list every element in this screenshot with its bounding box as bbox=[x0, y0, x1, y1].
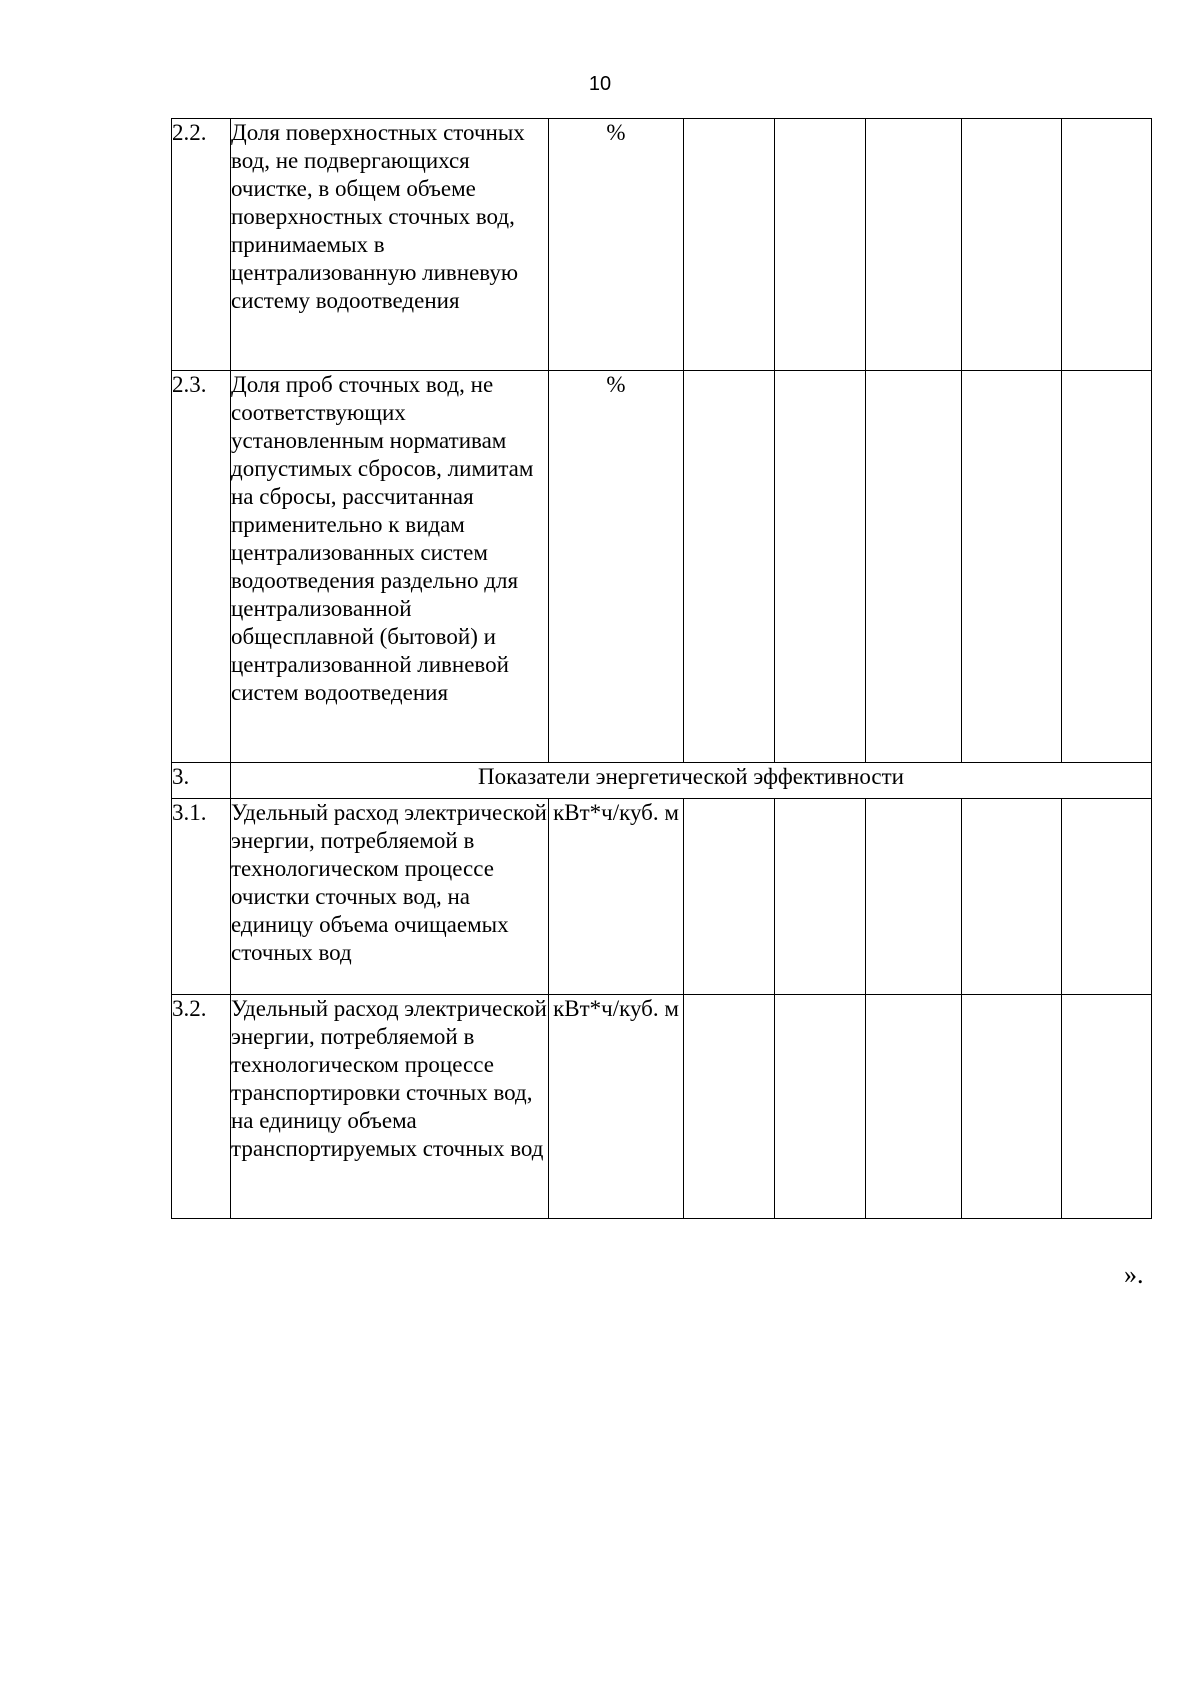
section-number: 3. bbox=[172, 763, 231, 799]
row-number: 2.2. bbox=[172, 119, 231, 371]
value-cell bbox=[1062, 371, 1152, 763]
indicators-table bbox=[171, 118, 1152, 1219]
section-row bbox=[172, 763, 1152, 799]
value-cell bbox=[775, 995, 866, 1219]
value-cell bbox=[1062, 995, 1152, 1219]
value-cell bbox=[684, 995, 775, 1219]
value-cell bbox=[1062, 119, 1152, 371]
row-number: 3.1. bbox=[172, 799, 231, 995]
value-cell bbox=[684, 799, 775, 995]
closing-quote-mark: ». bbox=[1124, 1260, 1144, 1289]
value-cell bbox=[962, 799, 1062, 995]
value-cell bbox=[962, 995, 1062, 1219]
value-cell bbox=[962, 119, 1062, 371]
value-cell bbox=[866, 371, 962, 763]
table-row bbox=[172, 371, 1152, 763]
indicator-name: Доля поверхностных сточных вод, не подвергающихся очистке, в общем объеме поверхностных сточных вод, принимаемых в централизованную ливневую систему водоотведения bbox=[231, 119, 549, 371]
value-cell bbox=[866, 995, 962, 1219]
unit-cell: % bbox=[549, 371, 684, 763]
table-row bbox=[172, 799, 1152, 995]
value-cell bbox=[1062, 799, 1152, 995]
row-number: 3.2. bbox=[172, 995, 231, 1219]
page-number: 10 bbox=[588, 73, 612, 95]
value-cell bbox=[684, 371, 775, 763]
unit-cell: кВт*ч/куб. м bbox=[549, 799, 684, 995]
table-row bbox=[172, 119, 1152, 371]
unit-cell: % bbox=[549, 119, 684, 371]
value-cell bbox=[962, 371, 1062, 763]
value-cell bbox=[684, 119, 775, 371]
unit-cell: кВт*ч/куб. м bbox=[549, 995, 684, 1219]
row-number: 2.3. bbox=[172, 371, 231, 763]
section-title: Показатели энергетической эффективности bbox=[231, 763, 1152, 799]
table-row bbox=[172, 995, 1152, 1219]
value-cell bbox=[775, 371, 866, 763]
indicator-name: Удельный расход электрической энергии, потребляемой в технологическом процессе транспортировки сточных вод, на единицу объема транспортируемых сточных вод bbox=[231, 995, 549, 1219]
value-cell bbox=[775, 799, 866, 995]
value-cell bbox=[775, 119, 866, 371]
value-cell bbox=[866, 799, 962, 995]
value-cell bbox=[866, 119, 962, 371]
indicator-name: Доля проб сточных вод, не соответствующих установленным нормативам допустимых сбросов, лимитам на сбросы, рассчитанная применительно к видам централизованных систем водоотведения раздельно для централизованной общесплавной (бытовой) и централизованной ливневой систем водоотведения bbox=[231, 371, 549, 763]
indicator-name: Удельный расход электрической энергии, потребляемой в технологическом процессе очистки сточных вод, на единицу объема очищаемых сточных вод bbox=[231, 799, 549, 995]
